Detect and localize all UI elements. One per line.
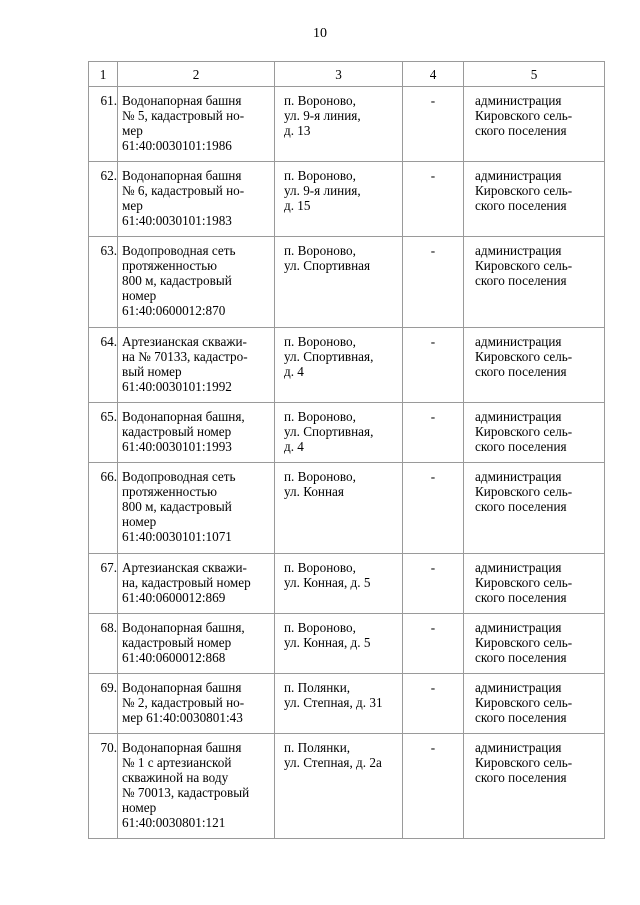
- object-name: Артезианская скважи- на, кадастровый номер 61:40:0600012:869: [118, 554, 275, 614]
- owner: администрация Кировского сель- ского поселения: [464, 674, 605, 734]
- table-row: [89, 463, 605, 554]
- object-address: п. Вороново, ул. 9-я линия, д. 15: [275, 162, 403, 237]
- table-row: [89, 674, 605, 734]
- row-number: 66.: [89, 463, 118, 554]
- object-name: Водонапорная башня, кадастровый номер 61:40:0030101:1993: [118, 403, 275, 463]
- column-header-3: 3: [275, 62, 403, 87]
- table-row: [89, 328, 605, 403]
- registry-table: [88, 61, 605, 839]
- object-address: п. Вороново, ул. 9-я линия, д. 13: [275, 87, 403, 162]
- column-header-5: 5: [464, 62, 605, 87]
- object-name: Водопроводная сеть протяженностью 800 м, кадастровый номер 61:40:0030101:1071: [118, 463, 275, 554]
- object-address: п. Вороново, ул. Конная: [275, 463, 403, 554]
- owner: администрация Кировского сель- ского поселения: [464, 328, 605, 403]
- column-header-4: 4: [403, 62, 464, 87]
- object-name: Водонапорная башня, кадастровый номер 61:40:0600012:868: [118, 614, 275, 674]
- table-row: [89, 403, 605, 463]
- column-4-value: -: [403, 554, 464, 614]
- object-address: п. Полянки, ул. Степная, д. 2а: [275, 734, 403, 839]
- row-number: 68.: [89, 614, 118, 674]
- column-4-value: -: [403, 87, 464, 162]
- table-row: [89, 554, 605, 614]
- table-row: [89, 87, 605, 162]
- owner: администрация Кировского сель- ского поселения: [464, 614, 605, 674]
- object-name: Водонапорная башня № 6, кадастровый но- мер 61:40:0030101:1983: [118, 162, 275, 237]
- owner: администрация Кировского сель- ского поселения: [464, 554, 605, 614]
- column-4-value: -: [403, 463, 464, 554]
- row-number: 70.: [89, 734, 118, 839]
- object-address: п. Вороново, ул. Спортивная, д. 4: [275, 403, 403, 463]
- object-address: п. Полянки, ул. Степная, д. 31: [275, 674, 403, 734]
- object-address: п. Вороново, ул. Конная, д. 5: [275, 614, 403, 674]
- object-name: Артезианская скважи- на № 70133, кадастро- вый номер 61:40:0030101:1992: [118, 328, 275, 403]
- object-name: Водопроводная сеть протяженностью 800 м, кадастровый номер 61:40:0600012:870: [118, 237, 275, 328]
- row-number: 62.: [89, 162, 118, 237]
- column-4-value: -: [403, 403, 464, 463]
- owner: администрация Кировского сель- ского поселения: [464, 734, 605, 839]
- column-header-2: 2: [118, 62, 275, 87]
- table-row: [89, 162, 605, 237]
- owner: администрация Кировского сель- ского поселения: [464, 237, 605, 328]
- row-number: 69.: [89, 674, 118, 734]
- owner: администрация Кировского сель- ского поселения: [464, 87, 605, 162]
- row-number: 64.: [89, 328, 118, 403]
- owner: администрация Кировского сель- ского поселения: [464, 463, 605, 554]
- row-number: 67.: [89, 554, 118, 614]
- page-number: 10: [313, 26, 327, 41]
- table-row: [89, 734, 605, 839]
- object-name: Водонапорная башня № 1 с артезианской скважиной на воду № 70013, кадастровый номер 61:40:0030801:121: [118, 734, 275, 839]
- column-4-value: -: [403, 614, 464, 674]
- column-4-value: -: [403, 674, 464, 734]
- row-number: 63.: [89, 237, 118, 328]
- column-4-value: -: [403, 162, 464, 237]
- table-row: [89, 237, 605, 328]
- owner: администрация Кировского сель- ского поселения: [464, 403, 605, 463]
- table-row: [89, 614, 605, 674]
- owner: администрация Кировского сель- ского поселения: [464, 162, 605, 237]
- column-header-1: 1: [89, 62, 118, 87]
- row-number: 61.: [89, 87, 118, 162]
- object-address: п. Вороново, ул. Спортивная: [275, 237, 403, 328]
- table-header-row: [89, 62, 605, 87]
- column-4-value: -: [403, 237, 464, 328]
- row-number: 65.: [89, 403, 118, 463]
- object-address: п. Вороново, ул. Спортивная, д. 4: [275, 328, 403, 403]
- object-address: п. Вороново, ул. Конная, д. 5: [275, 554, 403, 614]
- object-name: Водонапорная башня № 2, кадастровый но- мер 61:40:0030801:43: [118, 674, 275, 734]
- object-name: Водонапорная башня № 5, кадастровый но- мер 61:40:0030101:1986: [118, 87, 275, 162]
- column-4-value: -: [403, 328, 464, 403]
- column-4-value: -: [403, 734, 464, 839]
